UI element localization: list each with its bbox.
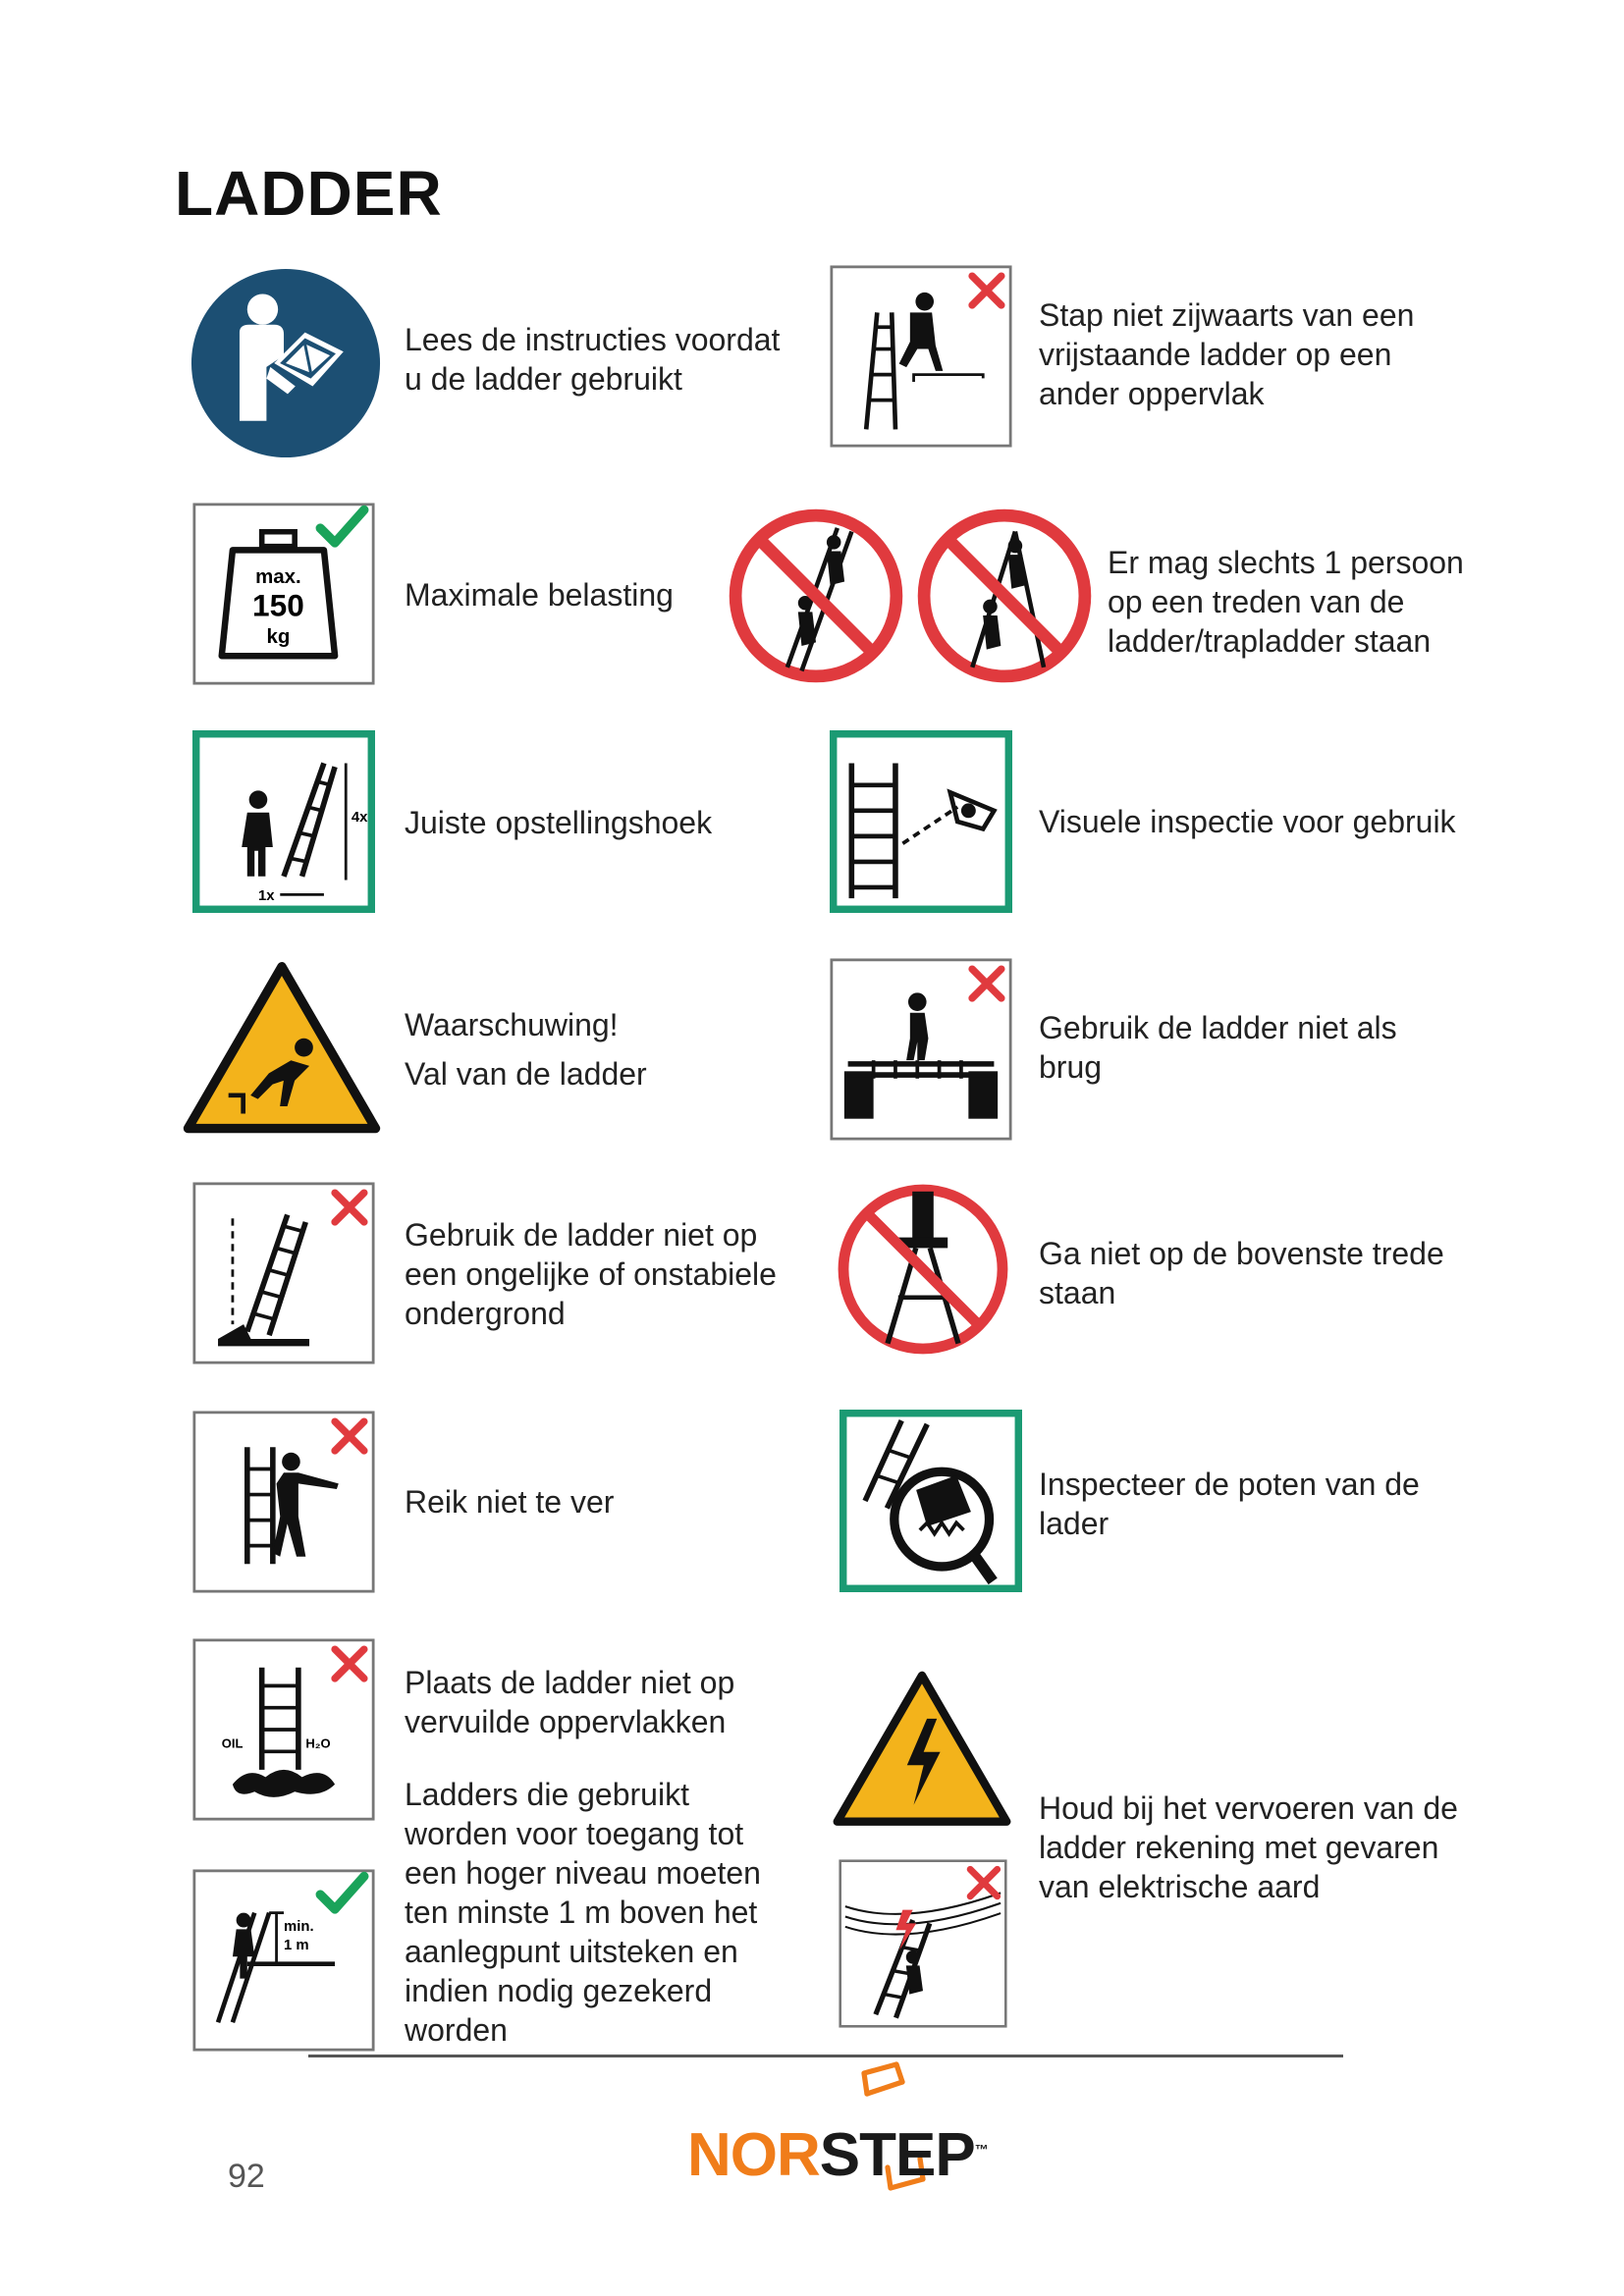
instruction-not-bridge xyxy=(1039,1008,1397,1087)
visual-inspection-icon xyxy=(830,730,1012,913)
max-label: max. xyxy=(255,564,301,588)
instruction-uneven-ground xyxy=(405,1215,777,1333)
fall-warning-icon xyxy=(181,959,383,1140)
text-line: Inspecteer de poten van de xyxy=(1039,1467,1420,1502)
min-value: 1 m xyxy=(284,1937,309,1953)
angle-ratio-vertical: 4x xyxy=(351,810,368,826)
instruction-min-extension xyxy=(405,1775,761,2050)
oil-label: OIL xyxy=(221,1735,244,1751)
text-line: vrijstaande ladder op een xyxy=(1039,337,1392,372)
page-number: 92 xyxy=(228,2158,265,2195)
text-line: ladder/trapladder staan xyxy=(1108,623,1432,659)
instruction-contaminated-surface xyxy=(405,1663,734,1741)
min-extension-icon xyxy=(192,1869,375,2052)
text-line: Ga niet op de bovenste trede xyxy=(1039,1236,1444,1271)
instruction-max-load xyxy=(405,575,674,614)
logo-text-step: STEP xyxy=(819,2121,975,2189)
text-line: vervuilde oppervlakken xyxy=(405,1704,727,1739)
max-value: 150 xyxy=(252,587,304,623)
text-line: lader xyxy=(1039,1506,1110,1541)
text-line: Waarschuwing! xyxy=(405,1007,619,1042)
text-line: Gebruik de ladder niet op xyxy=(405,1217,758,1253)
text-line: een hoger niveau moeten xyxy=(405,1855,761,1891)
text-line: Er mag slechts 1 persoon xyxy=(1108,545,1464,580)
top-step-prohibition-icon xyxy=(835,1181,1011,1358)
angle-ratio-horizontal: 1x xyxy=(257,887,275,904)
inspect-feet-icon xyxy=(839,1410,1022,1592)
instruction-inspect-feet xyxy=(1039,1465,1420,1543)
text-line: Houd bij het vervoeren van de xyxy=(1039,1790,1458,1826)
instruction-read-manual xyxy=(405,320,780,399)
instruction-angle xyxy=(405,803,712,842)
instruction-one-person xyxy=(1108,543,1464,661)
logo-trademark: ™ xyxy=(974,2141,988,2158)
one-person-ladder-icon xyxy=(727,507,905,685)
text-line: aanlegpunt uitsteken en xyxy=(405,1934,738,1969)
text-line: Lees de instructies voordat xyxy=(405,322,781,357)
text-line: brug xyxy=(1039,1049,1103,1085)
instruction-fall-warning xyxy=(405,1000,647,1098)
min-label: min. xyxy=(284,1919,314,1936)
text-line: een ongelijke of onstabiele xyxy=(405,1256,777,1292)
norstep-logo xyxy=(687,2061,988,2209)
text-line: Gebruik de ladder niet als xyxy=(1039,1010,1397,1045)
text-line: Plaats de ladder niet op xyxy=(405,1665,735,1700)
instruction-top-step xyxy=(1039,1234,1444,1312)
instruction-visual-inspection xyxy=(1039,802,1456,841)
setup-angle-icon xyxy=(192,730,375,913)
text-line: Val van de ladder xyxy=(405,1056,647,1092)
text-line: ten minste 1 m boven het xyxy=(405,1895,758,1930)
text-line: Ladders die gebruikt xyxy=(405,1777,689,1812)
text-line: ander oppervlak xyxy=(1039,376,1265,411)
text-line: van elektrische aard xyxy=(1039,1869,1321,1904)
instruction-electrical-hazard xyxy=(1039,1789,1458,1906)
text-line: u de ladder gebruikt xyxy=(405,361,682,397)
text-line: Reik niet te ver xyxy=(405,1484,615,1520)
text-line: ondergrond xyxy=(405,1296,566,1331)
instruction-step-sideways xyxy=(1039,295,1414,413)
page-title: LADDER xyxy=(175,158,443,229)
electrical-hazard-icon xyxy=(831,1669,1013,1832)
text-line: worden voor toegang tot xyxy=(405,1816,744,1851)
text-line: staan xyxy=(1039,1275,1116,1310)
one-person-stepladder-icon xyxy=(915,507,1094,685)
text-line: Visuele inspectie voor gebruik xyxy=(1039,804,1456,839)
overreach-icon xyxy=(192,1411,375,1593)
instruction-overreach xyxy=(405,1482,614,1522)
step-sideways-icon xyxy=(830,265,1012,448)
text-line: worden xyxy=(405,2012,508,2048)
uneven-ground-icon xyxy=(192,1182,375,1364)
text-line: indien nodig gezekerd xyxy=(405,1973,713,2008)
not-bridge-icon xyxy=(830,958,1012,1141)
text-line: Juiste opstellingshoek xyxy=(405,805,713,840)
max-load-icon xyxy=(192,503,375,685)
footer-divider xyxy=(308,2055,1343,2057)
read-instructions-icon xyxy=(189,267,382,459)
text-line: op een treden van de xyxy=(1108,584,1405,619)
logo-text-nor: NOR xyxy=(687,2121,820,2189)
power-line-ladder-icon xyxy=(839,1859,1007,2028)
max-unit: kg xyxy=(266,625,291,649)
water-label: H₂O xyxy=(305,1735,331,1751)
text-line: Stap niet zijwaarts van een xyxy=(1039,297,1415,333)
contaminated-surface-icon xyxy=(192,1638,375,1821)
text-line: Maximale belasting xyxy=(405,577,674,613)
text-line: ladder rekening met gevaren xyxy=(1039,1830,1439,1865)
